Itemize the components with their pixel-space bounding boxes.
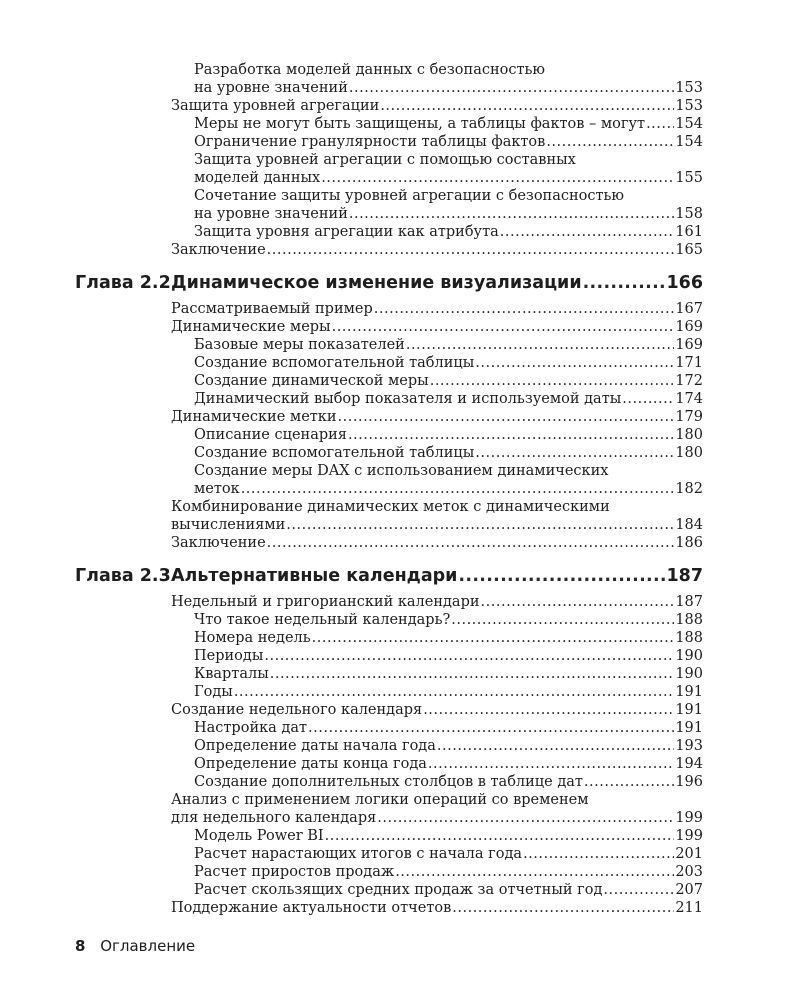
toc-entry-line: [171, 300, 703, 318]
dot-leader: [500, 223, 675, 241]
toc-entry-title: Годы: [194, 684, 233, 700]
toc-subsection-entry: [194, 133, 703, 151]
toc-page-number: 169: [675, 319, 703, 335]
toc-entry-line: [194, 133, 703, 151]
toc-entry-line: [194, 462, 703, 480]
dot-leader: [481, 593, 675, 611]
chapter-heading: [75, 273, 703, 297]
toc-entry-line: [194, 773, 703, 791]
toc-entry-title: на уровне значений: [194, 206, 348, 222]
dot-leader: [430, 372, 675, 390]
toc-entry-title: Поддержание актуальности отчетов: [171, 900, 452, 916]
toc-entry-title: Расчет приростов продаж: [194, 864, 395, 880]
toc-subsection-entry: [194, 737, 703, 755]
toc-page-number: 186: [675, 535, 703, 551]
toc-entry-line: [171, 516, 703, 534]
toc-page-number: 191: [675, 684, 703, 700]
toc-entry-title: Создание вспомогательной таблицы: [194, 355, 475, 371]
dot-leader: [423, 701, 674, 719]
toc-entry-line: [194, 187, 703, 205]
toc-subsection-entry: [194, 61, 703, 97]
toc-page-number: 154: [675, 116, 703, 132]
toc-entry-title: Расчет нарастающих итогов с начала года: [194, 846, 523, 862]
toc-section-entry: [171, 534, 703, 552]
toc-subsection-entry: [194, 683, 703, 701]
toc-page-number: 196: [675, 774, 703, 790]
chapter-heading: [75, 566, 703, 590]
toc-page-number: 184: [675, 517, 703, 533]
dot-leader: [241, 480, 675, 498]
toc-page-number: 155: [675, 170, 703, 186]
dot-leader: [264, 647, 674, 665]
toc-page-number: 158: [675, 206, 703, 222]
toc-page-number: 161: [675, 224, 703, 240]
dot-leader: [234, 683, 675, 701]
toc-page-number: 169: [675, 337, 703, 353]
toc-entry-line: [194, 426, 703, 444]
toc-subsection-entry: [194, 845, 703, 863]
toc-entry-line: [171, 97, 703, 115]
toc-entry-line: [171, 791, 703, 809]
toc-page-number: 171: [675, 355, 703, 371]
dot-leader: [428, 755, 674, 773]
toc-entry-title: Номера недель: [194, 630, 311, 646]
toc-entry-title: вычислениями: [171, 517, 286, 533]
toc-entry-line: [194, 115, 703, 133]
toc-subsection-entry: [194, 611, 703, 629]
dot-leader: [267, 241, 675, 259]
dot-leader: [325, 827, 675, 845]
toc-subsection-entry: [194, 755, 703, 773]
chapter-page-number: 187: [666, 566, 703, 586]
toc-entry-title: Кварталы: [194, 666, 269, 682]
toc-page-number: 174: [675, 391, 703, 407]
toc-entry-line: [194, 845, 703, 863]
dot-leader: [584, 773, 674, 791]
chapter-number: Глава 2.2: [75, 273, 171, 293]
dot-leader: [270, 665, 675, 683]
toc-entry-line: [194, 480, 703, 498]
dot-leader: [452, 899, 674, 917]
chapter-title: Альтернативные календари: [171, 566, 458, 586]
chapter-page-number: 166: [666, 273, 703, 293]
toc-subsection-entry: [194, 223, 703, 241]
toc-entry-line: [194, 683, 703, 701]
toc-entry-line: [171, 899, 703, 917]
toc-section-entry: [171, 318, 703, 336]
toc-section-entry: [171, 791, 703, 827]
toc-entry-line: [171, 241, 703, 259]
dot-leader: [380, 97, 674, 115]
toc-page-number: 187: [675, 594, 703, 610]
toc-page-number: 153: [675, 80, 703, 96]
dot-leader: [475, 354, 674, 372]
dot-leader: [406, 336, 674, 354]
toc-entry-title: Рассматриваемый пример: [171, 301, 373, 317]
dot-leader: [321, 169, 674, 187]
toc-entry-line: [194, 755, 703, 773]
toc-entry-title: для недельного календаря: [171, 810, 377, 826]
toc-entry-line: [194, 390, 703, 408]
dot-leader: [267, 534, 675, 552]
toc-entry-line: [171, 408, 703, 426]
toc-page-number: 167: [675, 301, 703, 317]
toc-entry-title: Создание недельного календаря: [171, 702, 423, 718]
toc-subsection-entry: [194, 115, 703, 133]
toc-entry-line: [194, 444, 703, 462]
footer-label: Оглавление: [100, 937, 196, 955]
toc-entry-line: [194, 169, 703, 187]
toc-entry-title: моделей данных: [194, 170, 321, 186]
dot-leader: [475, 444, 674, 462]
toc-entry-title: Создание дополнительных столбцов в таблице дат: [194, 774, 583, 790]
toc-entry-title: Расчет скользящих средних продаж за отчетный год: [194, 882, 603, 898]
toc-section-entry: [171, 899, 703, 917]
toc-entry-line: [194, 863, 703, 881]
toc-entry-title: Что такое недельный календарь?: [194, 612, 451, 628]
toc-entry-title: Настройка дат: [194, 720, 308, 736]
toc-entry-title: Создание динамической меры: [194, 373, 429, 389]
dot-leader: [395, 863, 674, 881]
toc-entry-title: Комбинирование динамических меток с динамическими: [171, 499, 610, 515]
toc-page-number: 201: [675, 846, 703, 862]
toc-page-number: 179: [675, 409, 703, 425]
dot-leader: [338, 408, 675, 426]
toc-page-number: 180: [675, 445, 703, 461]
toc-subsection-entry: [194, 665, 703, 683]
toc-subsection-entry: [194, 647, 703, 665]
toc-entry-title: Анализ с применением логики операций со временем: [171, 792, 589, 808]
footer-page-number: 8: [75, 937, 86, 955]
toc-entry-line: [194, 629, 703, 647]
dot-leader: [348, 426, 674, 444]
dot-leader: [523, 845, 674, 863]
toc-subsection-entry: [194, 444, 703, 462]
dot-leader: [437, 737, 674, 755]
toc-section-entry: [171, 701, 703, 719]
toc-entry-title: Защита уровней агрегации с помощью составных: [194, 152, 576, 168]
toc-entry-title: Заключение: [171, 242, 266, 258]
toc-page-number: 190: [675, 648, 703, 664]
toc-subsection-entry: [194, 354, 703, 372]
toc-entry-line: [171, 809, 703, 827]
chapter-number: Глава 2.3: [75, 566, 171, 586]
toc-entry-title: Описание сценария: [194, 427, 347, 443]
toc-entry-title: Модель Power BI: [194, 828, 324, 844]
toc-entry-title: на уровне значений: [194, 80, 348, 96]
toc-entry-title: Защита уровня агрегации как атрибута: [194, 224, 499, 240]
toc-subsection-entry: [194, 719, 703, 737]
toc-entry-title: Базовые меры показателей: [194, 337, 405, 353]
toc-entry-title: Динамический выбор показателя и используемой даты: [194, 391, 622, 407]
toc-page-number: 191: [675, 702, 703, 718]
toc-page-number: 190: [675, 666, 703, 682]
toc-subsection-entry: [194, 863, 703, 881]
dot-leader: [312, 629, 675, 647]
toc-entry-title: Создание меры DAX с использованием динамических: [194, 463, 609, 479]
dot-leader: [603, 881, 674, 899]
toc-page-number: 207: [675, 882, 703, 898]
dot-leader: [546, 133, 674, 151]
toc-subsection-entry: [194, 336, 703, 354]
toc-entry-title: Динамические меры: [171, 319, 331, 335]
toc-subsection-entry: [194, 187, 703, 223]
toc-entry-line: [171, 318, 703, 336]
toc-entry-title: Ограничение гранулярности таблицы фактов: [194, 134, 546, 150]
dot-leader: [374, 300, 675, 318]
toc-entry-line: [194, 827, 703, 845]
toc-subsection-entry: [194, 426, 703, 444]
toc-entry-title: Разработка моделей данных с безопасностью: [194, 62, 546, 78]
toc-entry-title: Недельный и григорианский календари: [171, 594, 480, 610]
toc-section-entry: [171, 300, 703, 318]
toc-entry-line: [194, 665, 703, 683]
toc-entry-title: Заключение: [171, 535, 266, 551]
toc-entry-line: [171, 498, 703, 516]
toc-subsection-entry: [194, 151, 703, 187]
dot-leader: [458, 566, 665, 586]
toc-page-number: 199: [675, 828, 703, 844]
toc-entry-title: меток: [194, 481, 240, 497]
toc-page-number: 154: [675, 134, 703, 150]
toc-entry-line: [194, 354, 703, 372]
toc-entry-line: [194, 611, 703, 629]
toc-page-number: 203: [675, 864, 703, 880]
toc-subsection-entry: [194, 390, 703, 408]
toc-entry-title: Динамические метки: [171, 409, 337, 425]
toc-subsection-entry: [194, 629, 703, 647]
toc-subsection-entry: [194, 773, 703, 791]
toc-entry-line: [194, 61, 703, 79]
toc-entry-title: Периоды: [194, 648, 264, 664]
toc-section-entry: [171, 593, 703, 611]
dot-leader: [622, 390, 674, 408]
dot-leader: [377, 809, 674, 827]
toc-section-entry: [171, 241, 703, 259]
toc-entry-line: [194, 737, 703, 755]
toc-section-entry: [171, 408, 703, 426]
dot-leader: [583, 273, 666, 293]
toc-entry-line: [194, 881, 703, 899]
toc-page-number: 180: [675, 427, 703, 443]
toc-section-entry: [171, 498, 703, 534]
toc-entry-title: Создание вспомогательной таблицы: [194, 445, 475, 461]
toc-page-number: 153: [675, 98, 703, 114]
dot-leader: [332, 318, 675, 336]
toc-entry-line: [194, 719, 703, 737]
toc-entry-line: [194, 647, 703, 665]
toc-entry-title: Меры не могут быть защищены, а таблицы фактов – могут: [194, 116, 646, 132]
toc-entry-line: [194, 79, 703, 97]
toc-subsection-entry: [194, 372, 703, 390]
dot-leader: [349, 205, 674, 223]
dot-leader: [308, 719, 674, 737]
toc-entry-title: Определение даты конца года: [194, 756, 427, 772]
toc-entry-line: [171, 701, 703, 719]
toc-page-number: 182: [675, 481, 703, 497]
toc-subsection-entry: [194, 462, 703, 498]
toc-subsection-entry: [194, 881, 703, 899]
toc-entry-title: Сочетание защиты уровней агрегации с безопасностью: [194, 188, 625, 204]
dot-leader: [349, 79, 674, 97]
toc-entry-line: [171, 593, 703, 611]
dot-leader: [451, 611, 674, 629]
toc-page-number: 172: [675, 373, 703, 389]
toc-page-number: 191: [675, 720, 703, 736]
toc-entry-line: [194, 205, 703, 223]
toc-section-entry: [171, 97, 703, 115]
toc-subsection-entry: [194, 827, 703, 845]
toc-page-number: 165: [675, 242, 703, 258]
dot-leader: [646, 115, 674, 133]
toc-page-number: 188: [675, 612, 703, 628]
toc-entry-title: Защита уровней агрегации: [171, 98, 380, 114]
toc-entry-line: [194, 151, 703, 169]
toc-entry-line: [194, 372, 703, 390]
toc-entry-line: [194, 223, 703, 241]
toc-page-number: 199: [675, 810, 703, 826]
page-footer: [75, 937, 195, 955]
dot-leader: [286, 516, 674, 534]
toc-page-number: 188: [675, 630, 703, 646]
toc-entry-line: [194, 336, 703, 354]
chapter-title: Динамическое изменение визуализации: [171, 273, 582, 293]
toc-page-number: 211: [675, 900, 703, 916]
toc-page-number: 193: [675, 738, 703, 754]
toc-page-number: 194: [675, 756, 703, 772]
toc-entry-line: [171, 534, 703, 552]
toc-entry-title: Определение даты начала года: [194, 738, 436, 754]
